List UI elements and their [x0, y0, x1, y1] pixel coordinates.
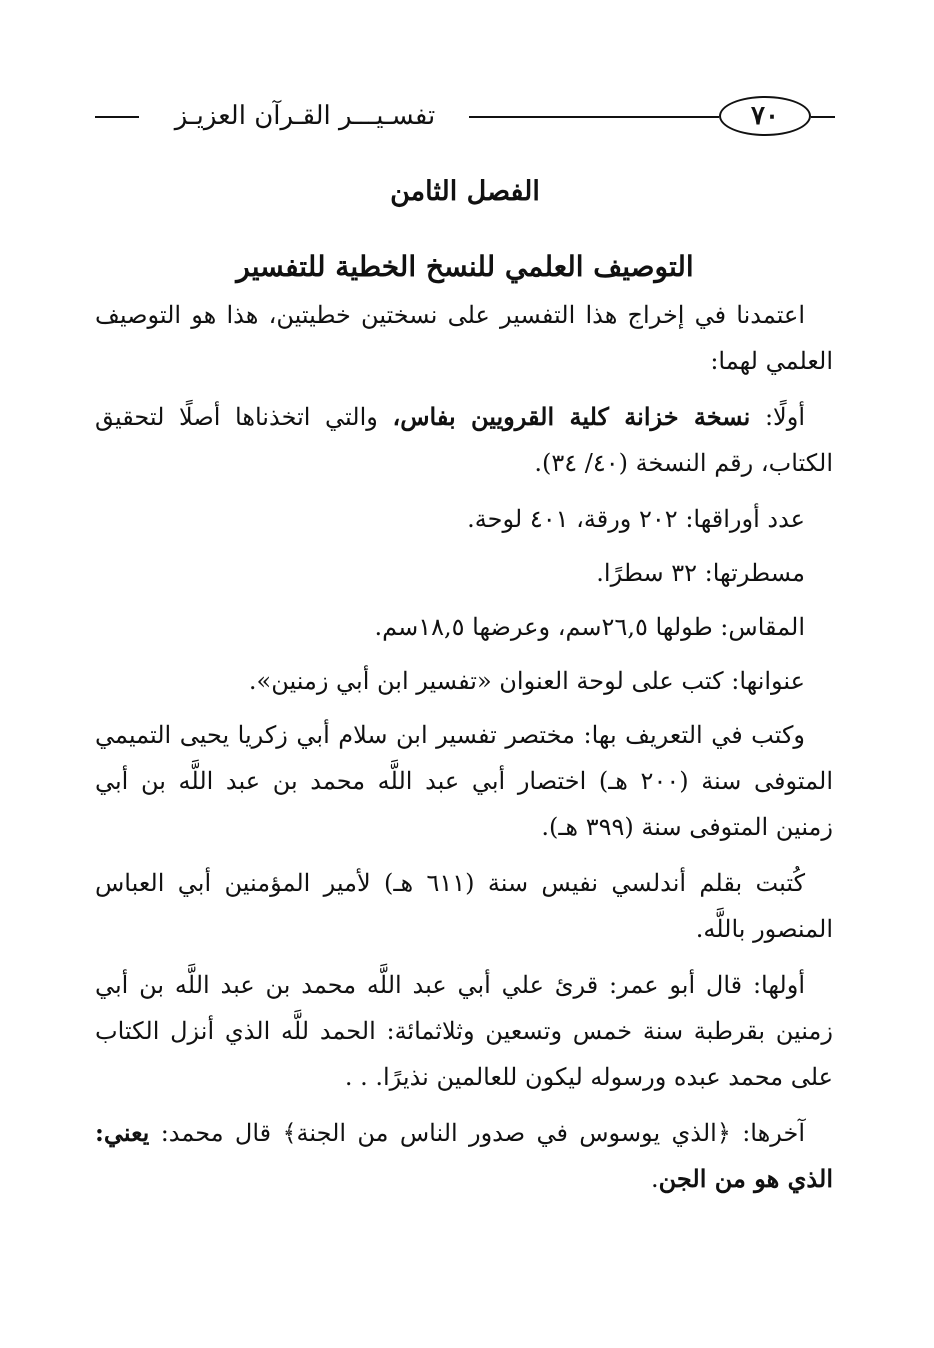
ending-commentary: يعني: الذي هو من الجن — [95, 1118, 833, 1193]
header-rule-left — [95, 116, 139, 118]
paragraph-first-manuscript — [95, 394, 833, 486]
section-title: التوصيف العلمي للنسخ الخطية للتفسير — [236, 250, 694, 283]
paragraph-definition: وكتب في التعريف بها: مختصر تفسير ابن سلام أبي زكريا يحيى التميمي المتوفى سنة (٢٠٠ هـ) اختصار أبي عبد اللَّه محمد بن عبد اللَّه بن أبي زمنين المتوفى سنة (٣٩٩ هـ). — [95, 721, 833, 841]
paragraph-lines: مسطرتها: ٣٢ سطرًا. — [596, 559, 805, 587]
first-prefix: أولًا: — [750, 403, 805, 431]
paragraph-copyist: كُتبت بقلم أندلسي نفيس سنة (٦١١ هـ) لأمير المؤمنين أبي العباس المنصور باللَّه. — [95, 869, 833, 943]
ending-end: . — [651, 1165, 659, 1193]
paragraph-ending — [95, 1110, 833, 1202]
paragraph-beginning: أولها: قال أبو عمر: قرئ علي أبي عبد اللَّه محمد بن عبد اللَّه بن أبي زمنين بقرطبة سنة خمس وتسعين وثلاثمائة: الحمد للَّه الذي أنزل الكتاب على محمد عبده ورسوله ليكون للعالمين نذيرًا. . . — [95, 971, 833, 1091]
paragraph-title: عنوانها: كتب على لوحة العنوان «تفسير ابن أبي زمنين». — [248, 667, 805, 695]
page-number-oval — [719, 96, 811, 136]
running-header — [95, 92, 835, 140]
ending-middle: قال محمد: — [149, 1119, 283, 1147]
paragraph-dimensions: المقاس: طولها ٢٦,٥سم، وعرضها ١٨,٥سم. — [374, 613, 805, 641]
header-rule-middle — [469, 116, 719, 118]
paragraph-leaves: عدد أوراقها: ٢٠٢ ورقة، ٤٠١ لوحة. — [467, 505, 805, 533]
first-manuscript-rest: والتي اتخذناها أصلًا لتحقيق الكتاب، رقم النسخة (٤٠/ ٣٤). — [95, 403, 833, 477]
ending-prefix: آخرها: — [730, 1119, 806, 1147]
paragraph-intro: اعتمدنا في إخراج هذا التفسير على نسختين خطيتين، هذا هو التوصيف العلمي لهما: — [95, 301, 833, 375]
chapter-title: الفصل الثامن — [390, 176, 540, 207]
running-title: تفسـيـــر القـرآن العزيـز — [174, 101, 436, 131]
ending-quran-quote: ﴿الذي يوسوس في صدور الناس من الجنة﴾ — [282, 1119, 731, 1147]
header-rule-right — [811, 116, 835, 118]
body-text — [95, 292, 833, 1212]
page-number: ٧٠ — [751, 101, 779, 131]
first-manuscript-name: نسخة خزانة كلية القرويين بفاس، — [392, 402, 751, 431]
